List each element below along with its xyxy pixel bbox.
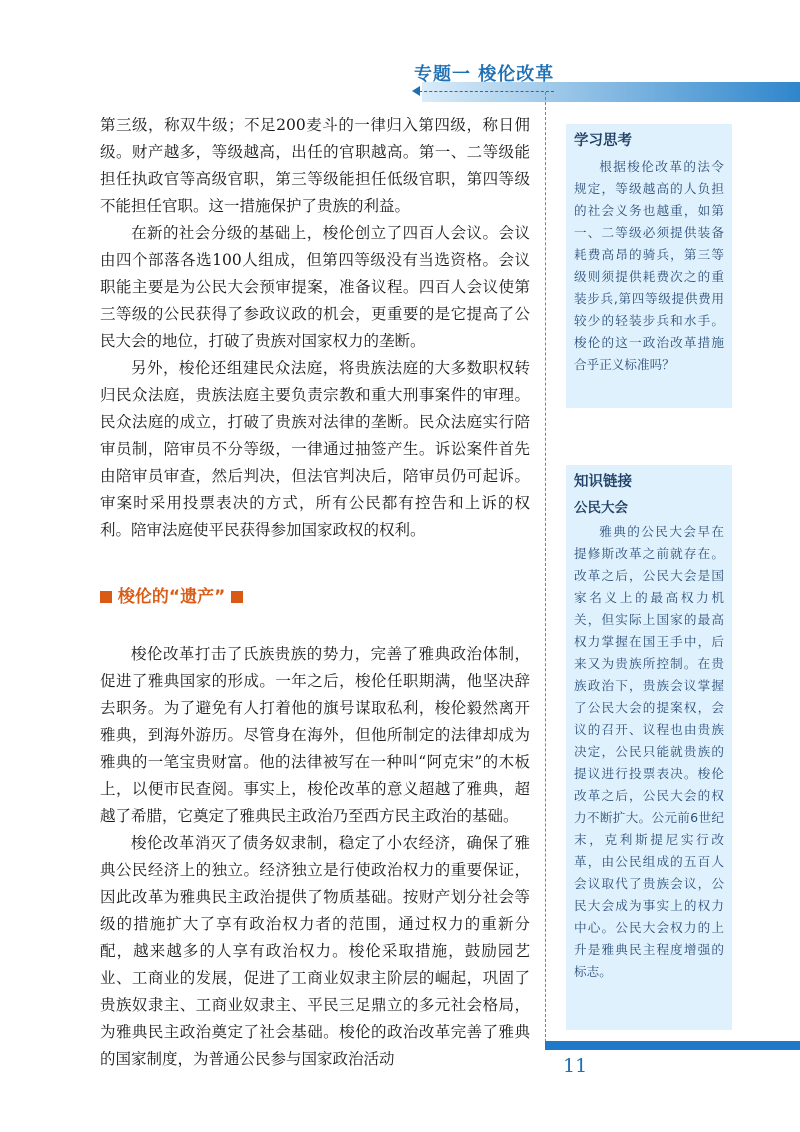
section-heading xyxy=(100,584,530,611)
knowledge-box-title: 知识链接 xyxy=(574,474,632,490)
arrow-left-icon xyxy=(412,86,420,96)
header-dashed-line xyxy=(414,91,554,92)
knowledge-link-box xyxy=(566,465,732,1030)
paragraph: 梭伦改革打击了氏族贵族的势力，完善了雅典政治体制，促进了雅典国家的形成。一年之后，梭伦任职期满，他坚决辞去职务。为了避免有人打着他的旗号谋取私利，梭伦毅然离开雅典，到海外游历。尽管身在海外，但他所制定的法律却成为雅典的一笔宝贵财富。他的法律被写在一种叫“阿克宋”的木板上，以便市民查阅。事实上，梭伦改革的意义超越了雅典，超越了希腊，它奠定了雅典民主政治乃至西方民主政治的基础。 xyxy=(100,645,530,825)
paragraph: 第三级，称双牛级；不足200麦斗的一律归入第四级，称日佣级。财产越多，等级越高，出任的官职越高。第一、二等级能担任执政官等高级官职，第三等级能担任低级官职，第四等级不能担任官职。这一措施保护了贵族的利益。 xyxy=(100,116,530,215)
paragraph: 在新的社会分级的基础上，梭伦创立了四百人会议。会议由四个部落各选100人组成，但第四等级没有当选资格。会议职能主要是为公民大会预审提案，准备议程。四百人会议使第三等级的公民获得了参政议政的机会，更重要的是它提高了公民大会的地位，打破了贵族对国家权力的垄断。 xyxy=(100,224,530,350)
study-box-body: 根据梭伦改革的法令规定，等级越高的人负担的社会义务也越重，如第一、二等级必须提供装备耗费高昂的骑兵，第三等级则须提供耗费次之的重装步兵,第四等级提供费用较少的轻装步兵和水手。梭伦的这一政治改革措施合乎正义标准吗？ xyxy=(574,159,724,372)
main-text-column xyxy=(100,112,530,1073)
footer-bar xyxy=(545,1041,800,1050)
paragraph: 另外，梭伦还组建民众法庭，将贵族法庭的大多数职权转归民众法庭，贵族法庭主要负责宗教和重大刑事案件的审理。民众法庭的成立，打破了贵族对法律的垄断。民众法庭实行陪审员制，陪审员不分等级，一律通过抽签产生。诉讼案件首先由陪审员审查，然后判决，但法官判决后，陪审员仍可起诉。审案时采用投票表决的方式，所有公民都有控告和上诉的权利。陪审法庭使平民获得参加国家政权的权利。 xyxy=(100,359,530,539)
square-bullet-icon xyxy=(100,591,112,603)
chapter-title: 专题一 梭伦改革 xyxy=(414,64,555,85)
knowledge-box-body: 雅典的公民大会早在提修斯改革之前就存在。改革之后，公民大会是国家名义上的最高权力机关，但实际上国家的最高权力掌握在国王手中，后来又为贵族所控制。在贵族政治下，贵族会议掌握了公民大会的提案权，会议的召开、议程也由贵族决定，公民只能就贵族的提议进行投票表决。梭伦改革之后，公民大会的权力不断扩大。公元前6世纪末，克利斯提尼实行改革，由公民组成的五百人会议取代了贵族会议，公民大会成为事实上的权力中心。公民大会权力的上升是雅典民主程度增强的标志。 xyxy=(574,524,724,979)
knowledge-box-subtitle: 公民大会 xyxy=(574,500,628,516)
square-bullet-icon xyxy=(231,591,243,603)
paragraph: 梭伦改革消灭了债务奴隶制，稳定了小农经济，确保了雅典公民经济上的独立。经济独立是行使政治权力的重要保证，因此改革为雅典民主政治提供了物质基础。按财产划分社会等级的措施扩大了享有政治权力者的范围，通过权力的重新分配，越来越多的人享有政治权力。梭伦采取措施，鼓励园艺业、工商业的发展，促进了工商业奴隶主阶层的崛起，巩固了贵族奴隶主、工商业奴隶主、平民三足鼎立的多元社会格局，为雅典民主政治奠定了社会基础。梭伦的政治改革完善了雅典的国家制度，为普通公民参与国家政治活动 xyxy=(100,834,530,1068)
study-box-title: 学习思考 xyxy=(574,133,632,149)
section-heading-text: 梭伦的“遗产” xyxy=(117,587,226,607)
study-thinking-box xyxy=(566,124,732,408)
column-divider xyxy=(545,92,546,1042)
page-number: 11 xyxy=(563,1055,588,1077)
